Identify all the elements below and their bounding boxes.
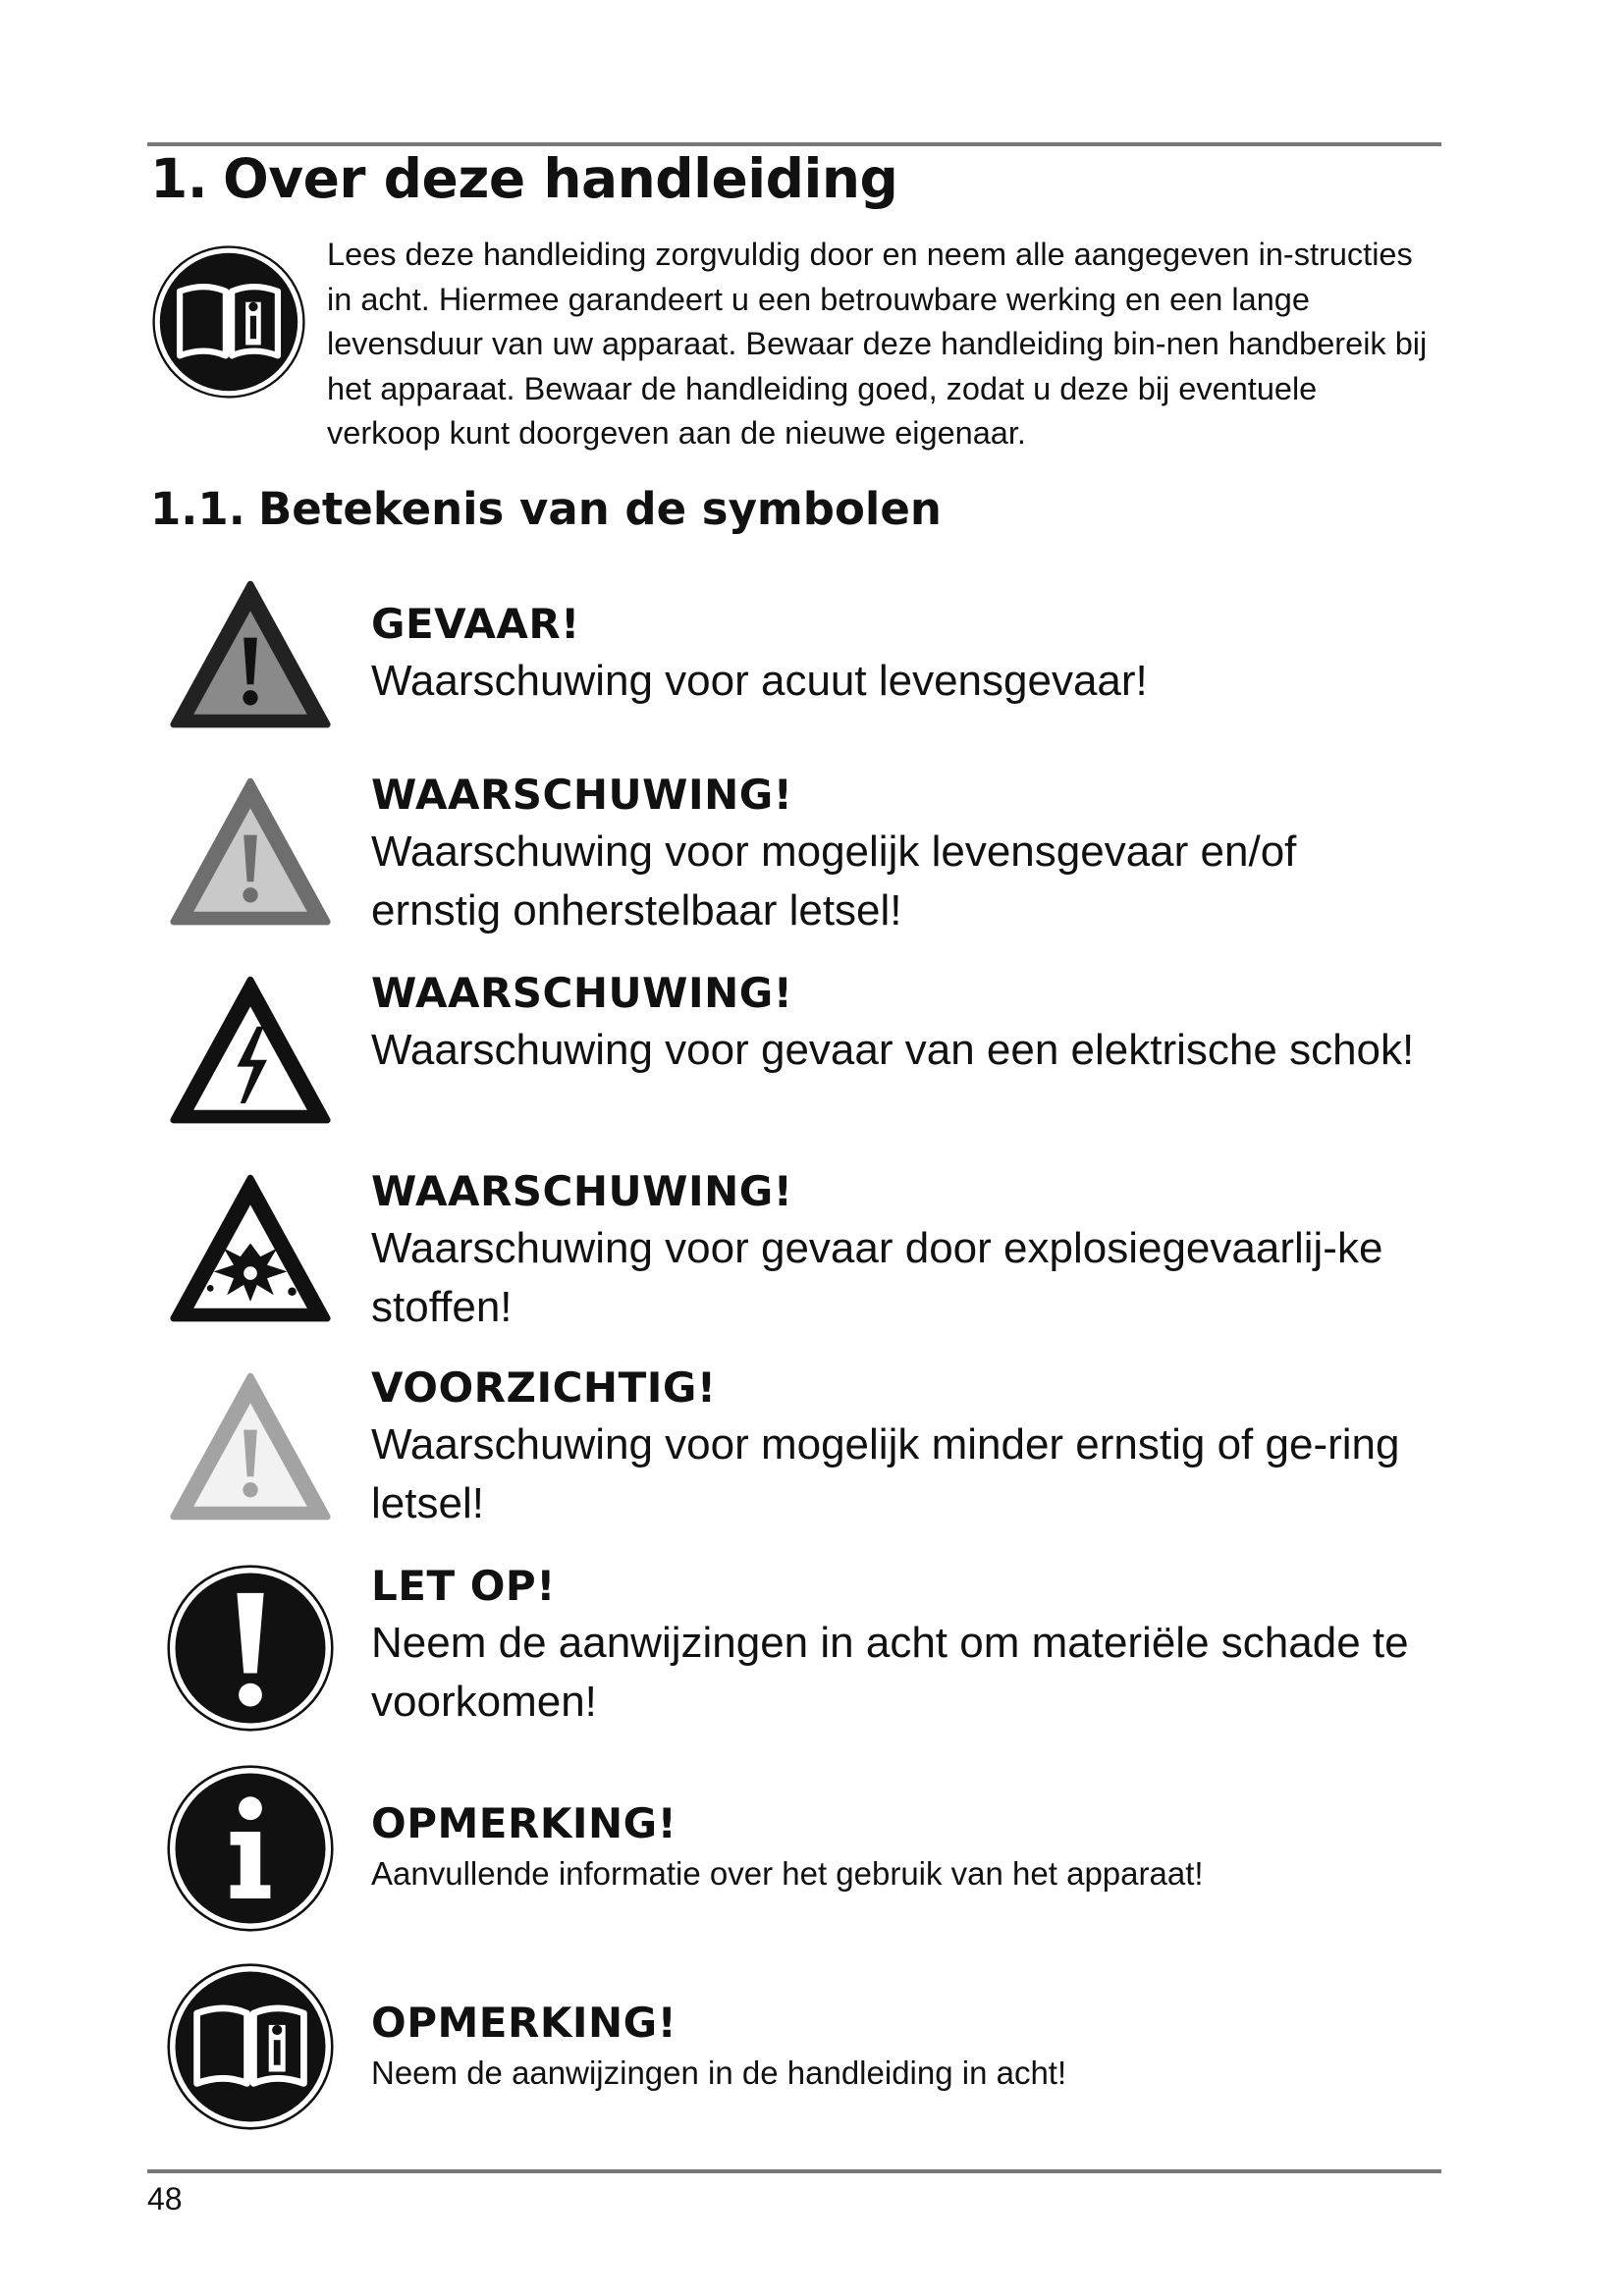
symbol-title: GEVAAR! — [371, 600, 580, 648]
symbol-entry-info — [371, 1796, 1432, 1896]
electric-shock-icon — [167, 970, 334, 1137]
info-circle-icon — [167, 1765, 334, 1932]
symbol-description: Aanvullende informatie over het gebruik van het apparaat! — [371, 1855, 1204, 1892]
symbol-description: Neem de aanwijzingen in de handleiding in acht! — [371, 2055, 1067, 2091]
symbol-title: OPMERKING! — [371, 1999, 677, 2047]
symbol-description: Waarschuwing voor gevaar van een elektrische schok! — [371, 1026, 1415, 1074]
symbol-entry-electric — [371, 966, 1432, 1080]
manual-info-icon — [152, 245, 305, 399]
symbol-title: WAARSCHUWING! — [371, 1167, 793, 1215]
exclamation-circle-icon — [167, 1565, 334, 1732]
danger-triangle-icon — [167, 574, 334, 741]
symbol-title: OPMERKING! — [371, 1799, 677, 1847]
symbol-entry-caution — [371, 1361, 1432, 1533]
warning-triangle-icon — [167, 772, 334, 938]
symbol-title: WAARSCHUWING! — [371, 969, 793, 1017]
symbol-entry-notice — [371, 1559, 1432, 1732]
symbol-description: Waarschuwing voor acuut levensgevaar! — [371, 657, 1148, 705]
bottom-rule — [147, 2169, 1441, 2173]
symbol-description: Waarschuwing voor mogelijk levensgevaar en/of ernstig onherstelbaar letsel! — [371, 828, 1297, 934]
page-number: 48 — [147, 2181, 183, 2216]
subsection-title: Betekenis van de symbolen — [258, 483, 942, 535]
section-number: 1. — [150, 147, 208, 210]
symbol-entry-warning — [371, 768, 1432, 940]
symbol-description: Neem de aanwijzingen in acht om materiële schade te voorkomen! — [371, 1619, 1409, 1726]
symbol-entry-explosion — [371, 1164, 1432, 1337]
manual-info-icon — [167, 1963, 334, 2130]
symbol-description: Waarschuwing voor gevaar door explosiegevaarlij-ke stoffen! — [371, 1224, 1383, 1331]
top-rule — [147, 142, 1441, 146]
symbol-entry-manual — [371, 1996, 1432, 2096]
symbol-description: Waarschuwing voor mogelijk minder ernstig of ge-ring letsel! — [371, 1420, 1400, 1527]
section-title: Over deze handleiding — [223, 147, 898, 210]
explosion-icon — [167, 1168, 334, 1335]
symbol-entry-danger — [371, 597, 1432, 711]
section-heading — [150, 147, 897, 210]
subsection-heading — [150, 483, 942, 535]
intro-paragraph: Lees deze handleiding zorgvuldig door en neem alle aangegeven in-structies in acht. Hiermee garandeert u een betrouwbare werking en een lange levensduur van uw apparaat. Bewaar deze handleiding bin-nen handbereik bij het apparaat. Bewaar de handleiding goed, zodat u deze bij eventuele verkoop kunt doorgeven aan de nieuwe eigenaar. — [327, 237, 1428, 451]
symbol-title: WAARSCHUWING! — [371, 771, 793, 819]
symbol-title: LET OP! — [371, 1562, 556, 1610]
subsection-number: 1.1. — [150, 483, 245, 535]
caution-triangle-icon — [167, 1366, 334, 1533]
symbol-title: VOORZICHTIG! — [371, 1363, 717, 1412]
